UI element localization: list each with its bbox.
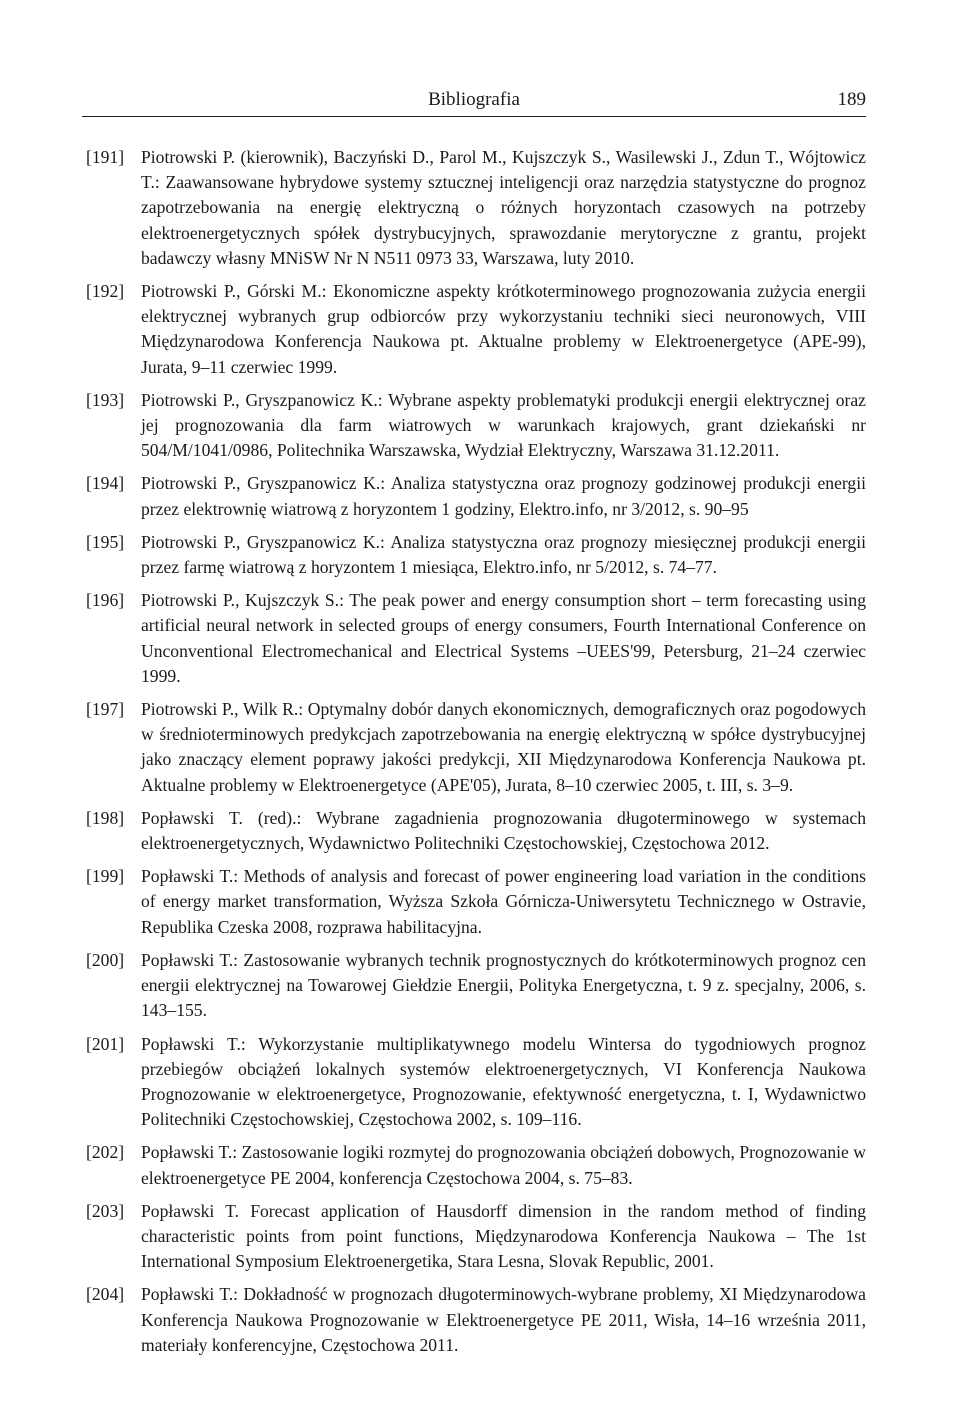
entry-number: [195] (86, 531, 125, 552)
entry-number: [201] (86, 1033, 125, 1054)
entry-text: Piotrowski P., Górski M.: Ekonomiczne aspekty krótkoterminowego prognozowania zużycia energii elektrycznej wybranych grup odbiorców przy wykorzystaniu techniki sieci neuronowych, VIII Międzynarodowa Konferencja Naukowa pt. Aktualne problemy w Elektroenergetyce (APE-99), Jurata, 9–11 czerwiec 1999. (141, 281, 866, 377)
running-title: Bibliografia (428, 89, 520, 110)
entry-number: [194] (86, 473, 125, 494)
bibliography-entry (86, 388, 866, 464)
bibliography-entry (86, 1140, 866, 1190)
entry-number: [200] (86, 949, 125, 970)
bibliography-list (86, 145, 866, 1366)
bibliography-entry (86, 948, 866, 1024)
entry-text: Popławski T.: Zastosowanie wybranych technik prognostycznych do krótkoterminowych prognoz cen energii elektrycznej na Towarowej Giełdzie Energii, Polityka Energetyczna, t. 9 z. specjalny, 2006, s. 143–155. (141, 949, 866, 1021)
entry-number: [198] (86, 807, 125, 828)
bibliography-entry (86, 279, 866, 380)
bibliography-entry (86, 471, 866, 521)
entry-number: [197] (86, 699, 125, 720)
entry-number: [191] (86, 147, 125, 167)
entry-text: Piotrowski P., Gryszpanowicz K.: Wybrane aspekty problematyki produkcji energii elektrycznej oraz jej prognozowania dla farm wiatrowych w warunkach krajowych, grant dziekański nr 504/M/1041/0986, Politechnika Warszawska, Wydział Elektryczny, Warszawa 31.12.2011. (141, 389, 866, 461)
entry-number: [204] (86, 1284, 125, 1305)
bibliography-entry (86, 588, 866, 689)
entry-text: Popławski T.: Dokładność w prognozach długoterminowych-wybrane problemy, XI Międzynarodowa Konferencja Naukowa Prognozowanie w Elektroenergetyce PE 2011, Wisła, 14–16 września 2011, materiały konferencyjne, Częstochowa 2011. (141, 1284, 866, 1355)
page-number: 189 (837, 89, 866, 110)
bibliography-entry (86, 1032, 866, 1133)
bibliography-entry (86, 145, 866, 271)
entry-text: Piotrowski P., Gryszpanowicz K.: Analiza statystyczna oraz prognozy godzinowej produkcji energii przez elektrownię wiatrową z horyzontem 1 godziny, Elektro.info, nr 3/2012, s. 90–95 (141, 473, 866, 519)
entry-text: Popławski T.: Methods of analysis and forecast of power engineering load variation in the conditions of energy market transformation, Wyższa Szkoła Górnicza-Uniwersytetu Technicznego w Ostravie, Republika Czeska 2008, rozprawa habilitacyjna. (141, 866, 866, 937)
entry-text: Piotrowski P., Wilk R.: Optymalny dobór danych ekonomicznych, demograficznych oraz pogodowych w średnioterminowych predykcjach zapotrzebowania na energię elektryczną w spółce dystrybucyjnej jako znaczący element poprawy jakości predykcji, XII Międzynarodowa Konferencja Naukowa pt. Aktualne problemy w Elektroenergetyce (APE'05), Jurata, 8–10 czerwiec 2005, t. III, s. 3–9. (141, 699, 866, 795)
entry-text: Piotrowski P. (kierownik), Baczyński D., Parol M., Kujszczyk S., Wasilewski J., Zdun T., Wójtowicz T.: Zaawansowane hybrydowe systemy sztucznej inteligencji oraz narzędzia statystyczne do prognoz zapotrzebowania na energię elektryczną o różnych horyzontach czasowych na potrzeby elektroenergetycznych spółek dystrybucyjnych, sprawozdanie merytoryczne z grantu, projekt badawczy własny MNiSW Nr N N511 0973 33, Warszawa, luty 2010. (141, 147, 866, 268)
entry-number: [202] (86, 1142, 125, 1163)
entry-number: [196] (86, 590, 125, 611)
entry-text: Piotrowski P., Kujszczyk S.: The peak power and energy consumption short – term forecasting using artificial neural network in selected groups of energy consumers, Fourth International Conference on Unconventional Electromechanical and Electrical Systems –UEES'99, Petersburg, 21–24 czerwiec 1999. (141, 590, 866, 686)
bibliography-entry (86, 806, 866, 856)
bibliography-entry (86, 1199, 866, 1275)
bibliography-entry (86, 697, 866, 798)
entry-number: [199] (86, 866, 125, 887)
bibliography-entry (86, 1282, 866, 1358)
entry-number: [192] (86, 281, 125, 302)
entry-number: [193] (86, 389, 125, 410)
entry-text: Popławski T.: Zastosowanie logiki rozmytej do prognozowania obciążeń dobowych, Prognozowanie w elektroenergetyce PE 2004, konferencja Częstochowa 2004, s. 75–83. (141, 1142, 866, 1188)
entry-number: [203] (86, 1200, 125, 1221)
running-header (82, 86, 866, 117)
entry-text: Popławski T. (red).: Wybrane zagadnienia prognozowania długoterminowego w systemach elektroenergetycznych, Wydawnictwo Politechniki Częstochowskiej, Częstochowa 2012. (141, 807, 866, 854)
bibliography-entry (86, 530, 866, 580)
entry-text: Popławski T.: Wykorzystanie multiplikatywnego modelu Wintersa do tygodniowych prognoz przebiegów obciążeń lokalnych systemów elektroenergetycznych, VI Konferencja Naukowa Prognozowanie w elektroenergetyce, Prognozowanie, efektywność energetyczna, t. I, Wydawnictwo Politechniki Częstochowskiej, Częstochowa 2002, s. 109–116. (141, 1033, 866, 1130)
entry-text: Piotrowski P., Gryszpanowicz K.: Analiza statystyczna oraz prognozy miesięcznej produkcji energii przez farmę wiatrową z horyzontem 1 miesiąca, Elektro.info, nr 5/2012, s. 74–77. (141, 531, 866, 578)
bibliography-entry (86, 864, 866, 940)
entry-text: Popławski T. Forecast application of Hausdorff dimension in the random method of finding characteristic points from point functions, Międzynarodowa Konferencja Naukowa – The 1st International Symposium Elektroenergetika, Stara Lesna, Slovak Republic, 2001. (141, 1200, 866, 1272)
